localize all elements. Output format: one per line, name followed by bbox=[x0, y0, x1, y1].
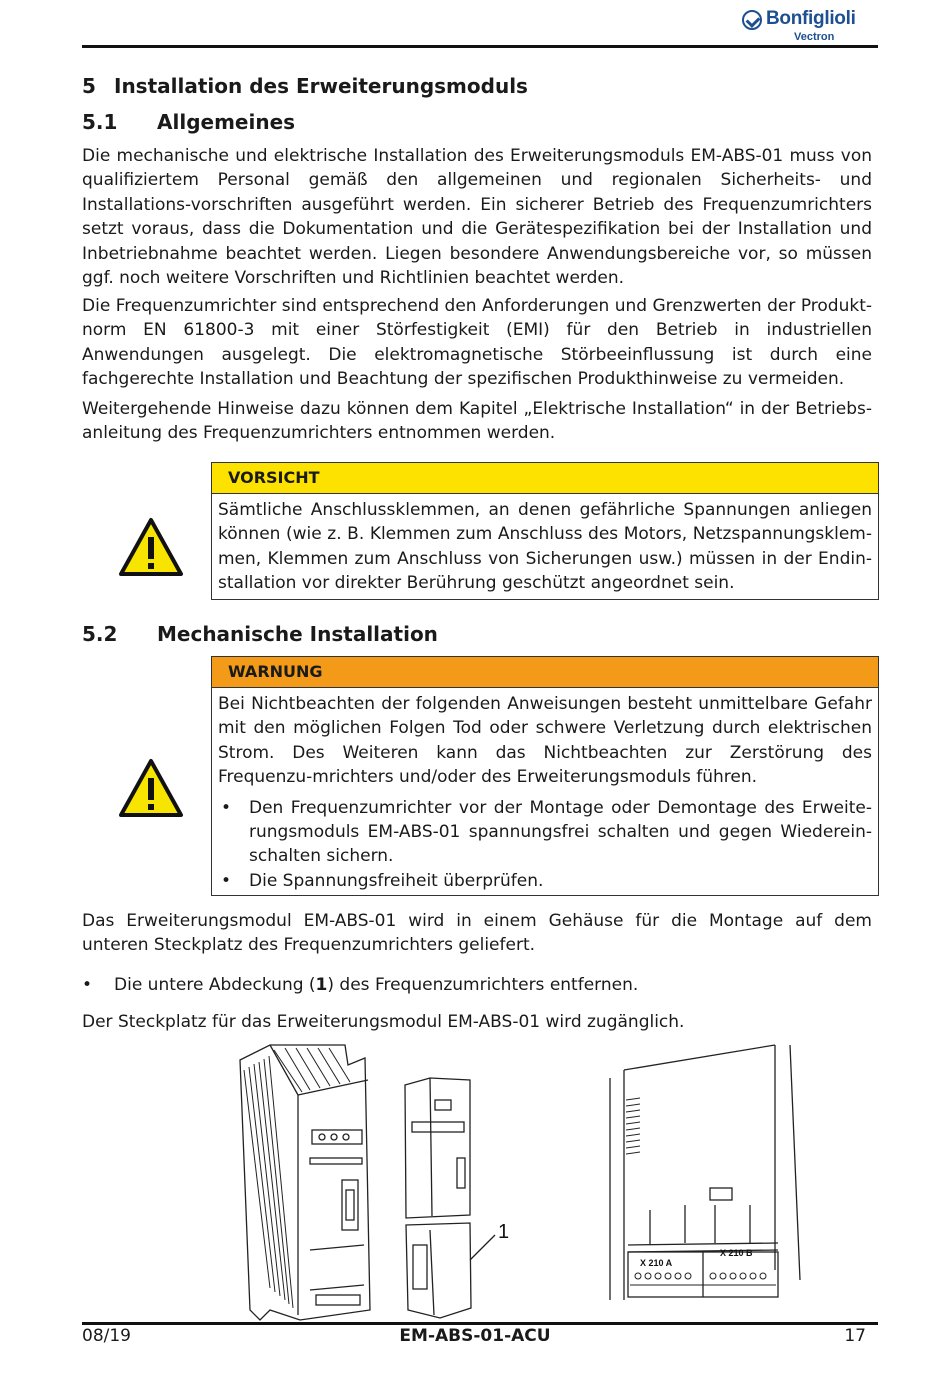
expansion-slot-drawing bbox=[610, 1045, 800, 1300]
bonfiglioli-logo bbox=[742, 8, 872, 46]
footer-date: 08/19 bbox=[82, 1326, 131, 1346]
terminal-label-a: X 210 A bbox=[640, 1258, 673, 1268]
callout-number: 1 bbox=[498, 1221, 510, 1243]
warning-triangle-icon bbox=[118, 758, 184, 818]
step-prefix: Die untere Abdeckung ( bbox=[114, 975, 316, 995]
section-5-2-heading bbox=[82, 622, 438, 646]
warning-label: WARNUNG bbox=[212, 657, 878, 688]
list-item: • Den Frequenzumrichter vor der Montage oder Demontage des Erweite-rungsmoduls EM-ABS-01 spannungsfrei schalten und gegen Wiederein-schalten sichern. bbox=[218, 796, 872, 869]
footer-page-number: 17 bbox=[844, 1326, 866, 1346]
warning-text: Bei Nichtbeachten der folgenden Anweisungen besteht unmittelbare Gefahr mit den möglichen Folgen Tod oder schwere Verletzung durch elektrischen Strom. Des Weiteren kann das Nichtbeachten zur Zerstörung des Frequenzu-mrichters und/oder des Erweiterungsmoduls führen. bbox=[218, 694, 872, 788]
bullet-glyph: • bbox=[82, 975, 93, 995]
footer-rule bbox=[82, 1322, 878, 1325]
section-5-1-heading bbox=[82, 110, 295, 134]
terminal-label-b: X 210 B bbox=[720, 1248, 753, 1258]
paragraph-further-notes: Weitergehende Hinweise dazu können dem Kapitel „Elektrische Installation“ in der Betriebs-anleitung des Frequenzumrichters entnommen werden. bbox=[82, 399, 872, 444]
footer-document-id: EM-ABS-01-ACU bbox=[399, 1326, 551, 1346]
installation-figure bbox=[230, 1040, 810, 1325]
section-number: 5 bbox=[82, 74, 96, 98]
section-number: 5.2 bbox=[82, 622, 118, 646]
instruction-step bbox=[82, 973, 638, 997]
warning-bullet-list bbox=[218, 796, 872, 894]
caution-text: Sämtliche Anschlussklemmen, an denen gefährliche Spannungen anliegen können (wie z. B. Klemmen zum Anschluss des Motors, Netzspannungsklem-men, Klemmen zum Anschluss von Sicherungen usw.) müssen in der Endin-stallation vor direkter Berührung geschützt angeordnet sein. bbox=[218, 500, 872, 594]
section-title: Installation des Erweiterungsmoduls bbox=[114, 74, 528, 98]
paragraph-result: Der Steckplatz für das Erweiterungsmodul EM-ABS-01 wird zugänglich. bbox=[82, 1012, 685, 1032]
section-title: Mechanische Installation bbox=[157, 622, 438, 646]
section-title: Allgemeines bbox=[157, 110, 296, 134]
section-number: 5.1 bbox=[82, 110, 118, 134]
paragraph-installation-general: Die mechanische und elektrische Installation des Erweiterungsmoduls EM-ABS-01 muss von qualifiziertem Personal gemäß den allgemeinen und regionalen Sicherheits- und Installations-vorschriften ausgeführt werden. Ein sicherer Betrieb des Frequenzumrichters setzt voraus, dass die Dokumentation und die Gerätespezifikation bei der Installation und Inbetriebnahme beachtet werden. Liegen besondere Anwendungsbereiche vor, so müssen ggf. noch weitere Vorschriften und Richtlinien beachtet werden. bbox=[82, 146, 872, 289]
paragraph-emc: Die Frequenzumrichter sind entsprechend den Anforderungen und Grenzwerten der Produkt-norm EN 61800-3 mit einer Störfestigkeit (EMI) für den Betrieb in industriellen Anwendungen ausgelegt. Die elektromagnetische Störbeeinflussung ist durch eine fachgerechte Installation und Beachtung der spezifischen Produkthinweise zu vermeiden. bbox=[82, 296, 872, 390]
logo-name: Bonfiglioli bbox=[766, 8, 856, 29]
list-item: • Die Spannungsfreiheit überprüfen. bbox=[218, 869, 872, 893]
logo-mark-icon bbox=[742, 10, 762, 30]
step-suffix: ) des Frequenzumrichters entfernen. bbox=[327, 975, 639, 995]
front-cover-drawing bbox=[405, 1078, 495, 1318]
logo-subbrand: Vectron bbox=[794, 31, 835, 43]
caution-label: VORSICHT bbox=[212, 463, 878, 494]
step-reference: 1 bbox=[315, 975, 328, 995]
section-5-heading bbox=[82, 74, 528, 98]
frequency-inverter-drawing bbox=[240, 1045, 370, 1320]
header-rule bbox=[82, 45, 878, 48]
caution-box bbox=[211, 462, 879, 600]
warning-box bbox=[211, 656, 879, 896]
warning-triangle-icon bbox=[118, 517, 184, 577]
paragraph-delivery: Das Erweiterungsmodul EM-ABS-01 wird in einem Gehäuse für die Montage auf dem unteren Steckplatz des Frequenzumrichters geliefert. bbox=[82, 911, 872, 956]
